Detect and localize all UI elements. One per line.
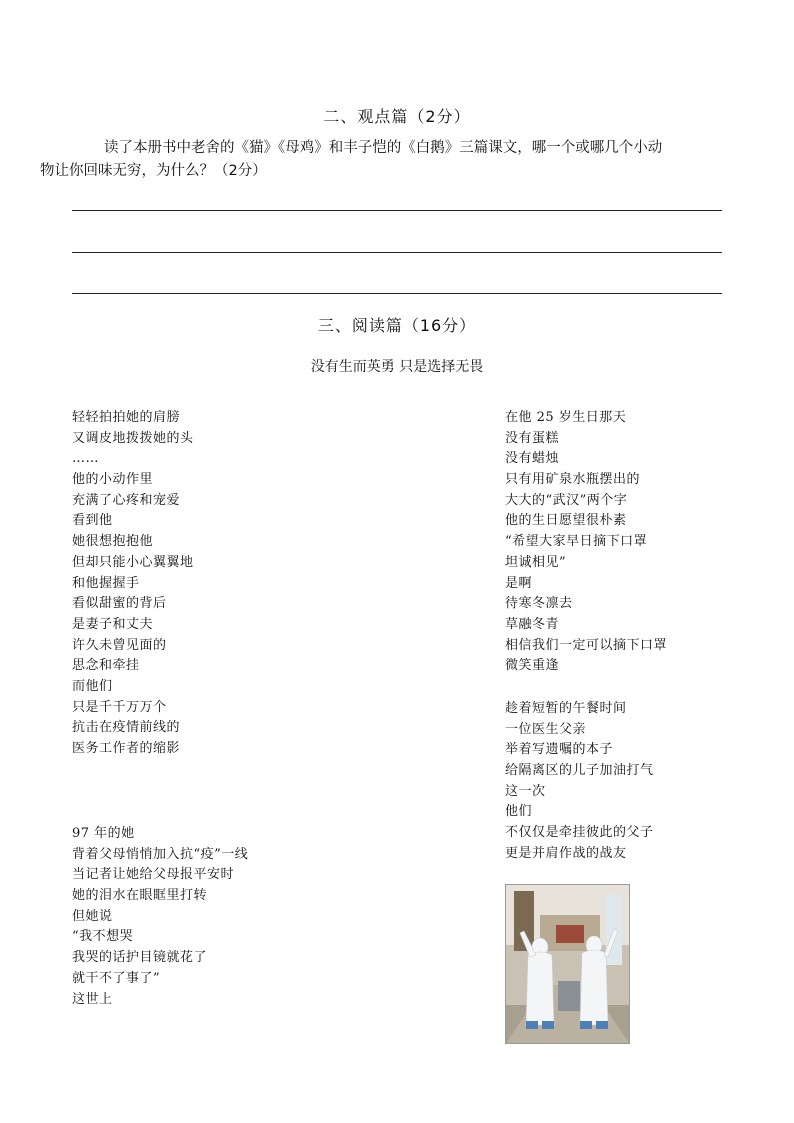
poem-line: 待寒冬凛去 bbox=[505, 596, 573, 612]
poem-line: 他的生日愿望很朴素 bbox=[505, 513, 627, 529]
section-2-heading: 二、观点篇（2分） bbox=[323, 107, 471, 126]
poem-line: 而他们 bbox=[72, 678, 113, 694]
poem-left-stanza-2 bbox=[72, 824, 248, 1010]
poem-line: 看似甜蜜的背后 bbox=[72, 596, 167, 612]
poem-line: 和他握握手 bbox=[72, 575, 140, 591]
poem-line: “希望大家早日摘下口罩 bbox=[505, 534, 648, 550]
poem-line: 是妻子和丈夫 bbox=[72, 616, 154, 632]
poem-line: 但她说 bbox=[72, 908, 113, 924]
poem-line: 是啊 bbox=[505, 575, 533, 591]
poem-line: 我哭的话护目镜就花了 bbox=[72, 950, 208, 966]
question-line-2: 物让你回味无穷，为什么？（2分） bbox=[40, 163, 267, 179]
question-line-1: 读了本册书中老舍的《猫》《母鸡》和丰子恺的《白鹅》三篇课文，哪一个或哪几个小动 bbox=[104, 140, 663, 156]
poem-line: 他们 bbox=[505, 804, 533, 820]
poem-line: 就干不了事了” bbox=[72, 970, 161, 986]
poem-line: 相信我们一定可以摘下口罩 bbox=[505, 637, 668, 653]
poem-line: 抗击在疫情前线的 bbox=[72, 720, 181, 736]
poem-line: 看到他 bbox=[72, 513, 113, 529]
poem-line: 坦诚相见” bbox=[505, 554, 567, 570]
answer-line-1[interactable] bbox=[72, 210, 722, 211]
section-3-heading: 三、阅读篇（16分） bbox=[317, 316, 477, 335]
poem-right-stanza-2 bbox=[505, 699, 654, 865]
poem-line: 只是千千万万个 bbox=[72, 699, 167, 715]
poem-line: 更是并肩作战的战友 bbox=[505, 845, 627, 861]
answer-line-2[interactable] bbox=[72, 252, 722, 253]
poem-line: 背着父母悄悄加入抗“疫”一线 bbox=[72, 846, 249, 862]
poem-line: 充满了心疼和宠爱 bbox=[72, 492, 181, 508]
poem-line: 许久未曾见面的 bbox=[72, 637, 167, 653]
poem-line: 一位医生父亲 bbox=[505, 721, 587, 737]
poem-line: 又调皮地拨拨她的头 bbox=[72, 430, 194, 446]
poem-line: 大大的“武汉”两个字 bbox=[505, 492, 628, 508]
poem-line: 她的泪水在眼眶里打转 bbox=[72, 888, 208, 904]
poem-line: 趁着短暂的午餐时间 bbox=[505, 701, 627, 716]
poem-line: 97 年的她 bbox=[72, 826, 135, 841]
poem-line: 思念和牵挂 bbox=[72, 658, 140, 674]
poem-line: “我不想哭 bbox=[72, 929, 134, 945]
poem-line: 草融冬青 bbox=[505, 616, 560, 632]
poem-line: 微笑重逢 bbox=[505, 658, 560, 674]
poem-line: 不仅仅是牵挂彼此的父子 bbox=[505, 825, 654, 841]
question-text bbox=[40, 137, 724, 183]
poem-line: 在他 25 岁生日那天 bbox=[505, 410, 627, 425]
poem-line: 医务工作者的缩影 bbox=[72, 741, 181, 756]
medical-workers-photo bbox=[505, 884, 630, 1044]
poem-line: 这一次 bbox=[505, 783, 546, 799]
poem-left-stanza-1 bbox=[72, 408, 194, 760]
poem-line: 但却只能小心翼翼地 bbox=[72, 554, 194, 570]
poem-line: 给隔离区的儿子加油打气 bbox=[505, 763, 654, 779]
poem-line: 当记者让她给父母报平安时 bbox=[72, 867, 235, 883]
poem-line: 没有蜡烛 bbox=[505, 451, 560, 467]
poem-right-stanza-1 bbox=[505, 408, 667, 677]
poem-line: 这世上 bbox=[72, 991, 113, 1007]
poem-line: 她很想抱抱他 bbox=[72, 534, 154, 550]
poem-title: 没有生而英勇 只是选择无畏 bbox=[310, 359, 484, 375]
poem-line: 只有用矿泉水瓶摆出的 bbox=[505, 472, 641, 488]
poem-line: 没有蛋糕 bbox=[505, 430, 560, 446]
poem-line: …… bbox=[72, 451, 99, 467]
answer-line-3[interactable] bbox=[72, 293, 722, 294]
poem-line: 举着写遗嘱的本子 bbox=[505, 742, 614, 758]
poem-line: 他的小动作里 bbox=[72, 472, 154, 488]
poem-line: 轻轻拍拍她的肩膀 bbox=[72, 410, 181, 425]
